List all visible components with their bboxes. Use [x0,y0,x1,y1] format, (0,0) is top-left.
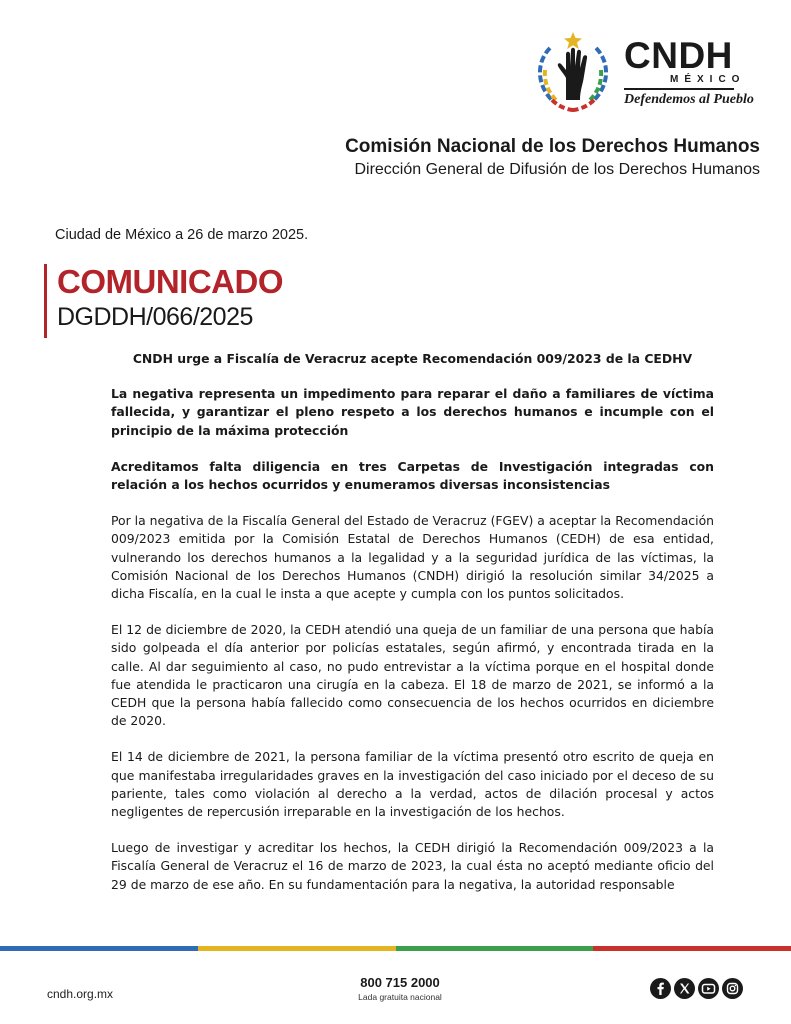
body-paragraph: Luego de investigar y acreditar los hechos, la CEDH dirigió la Recomendación 009/2023 a la Fiscalía General de Veracruz el 16 de marzo de 2023, la cual ésta no aceptó mediante oficio del 29 de marzo de ese año. En su fundamentación para la negativa, la autoridad responsable [111,840,714,892]
instagram-icon[interactable] [722,978,743,999]
organization-title: Comisión Nacional de los Derechos Humanos [345,136,760,157]
phone-contact [330,975,470,1003]
stripe-green [396,946,594,951]
logo-country: MÉXICO [670,74,746,85]
logo-motto: Defendemos al Pueblo [624,92,754,107]
x-icon[interactable] [674,978,695,999]
facebook-icon[interactable] [650,978,671,999]
footer-color-stripe [0,946,791,951]
social-links [650,978,743,999]
summary-paragraph: La negativa representa un impedimento para reparar el daño a familiares de víctima fallecida, y garantizar el pleno respeto a los derechos humanos e incumple con el principio de la máxima protección [111,386,714,438]
stripe-blue [0,946,198,951]
website-link[interactable]: cndh.org.mx [47,987,114,1001]
summary-paragraph: Acreditamos falta diligencia en tres Carpetas de Investigación integradas con relación a los hechos ocurridos y enumeramos diversas inconsistencias [111,458,714,493]
logo-divider [624,88,734,90]
cndh-logo [530,30,754,112]
stripe-red [593,946,791,951]
youtube-icon[interactable] [698,978,719,999]
organization-subtitle: Dirección General de Difusión de los Derechos Humanos [354,161,760,178]
press-release-body [111,350,714,912]
organization-header [345,135,760,181]
comunicado-heading [44,264,283,338]
comunicado-code: DGDDH/066/2025 [57,303,253,331]
headline: CNDH urge a Fiscalía de Veracruz acepte Recomendación 009/2023 de la CEDHV [132,351,693,366]
body-paragraph: Por la negativa de la Fiscalía General del Estado de Veracruz (FGEV) a aceptar la Recomendación 009/2023 emitida por la Comisión Estatal de Derechos Humanos (CEDH) de esa entidad, vulnerando los derechos humanos a la legalidad y a la seguridad jurídica de las víctimas, la Comisión Nacional de los Derechos Humanos (CNDH) dirigió la resolución similar 34/2025 a dicha Fiscalía, en la cual le insta a que acepte y cumpla con los puntos solicitados. [111,513,714,602]
place-date: Ciudad de México a 26 de marzo 2025. [55,227,309,243]
phone-note: Lada gratuita nacional [358,992,442,1002]
cndh-emblem-icon [530,30,616,112]
logo-wordmark: CNDH [624,35,733,76]
body-paragraph: El 14 de diciembre de 2021, la persona familiar de la víctima presentó otro escrito de queja en que manifestaba irregularidades graves en la investigación del caso iniciado por el deceso de su pariente, tales como violación al derecho a la verdad, actos de dilación procesal y actos negligentes de repercusión irreparable en la investigación de los hechos. [111,749,714,820]
phone-number[interactable]: 800 715 2000 [360,975,440,990]
body-paragraph: El 12 de diciembre de 2020, la CEDH atendió una queja de un familiar de una persona que había sido golpeada el día anterior por policías estatales, según afirmó, y encontrada tirada en la calle. Al dar seguimiento al caso, no pudo entrevistar a la víctima porque en el hospital donde fue atendida le practicaron una cirugía en la cabeza. El 18 de marzo de 2021, se informó a la CEDH que la persona había fallecido como consecuencia de los hechos ocurridos en diciembre de 2020. [111,622,714,729]
comunicado-title: COMUNICADO [57,263,283,300]
stripe-yellow [198,946,396,951]
